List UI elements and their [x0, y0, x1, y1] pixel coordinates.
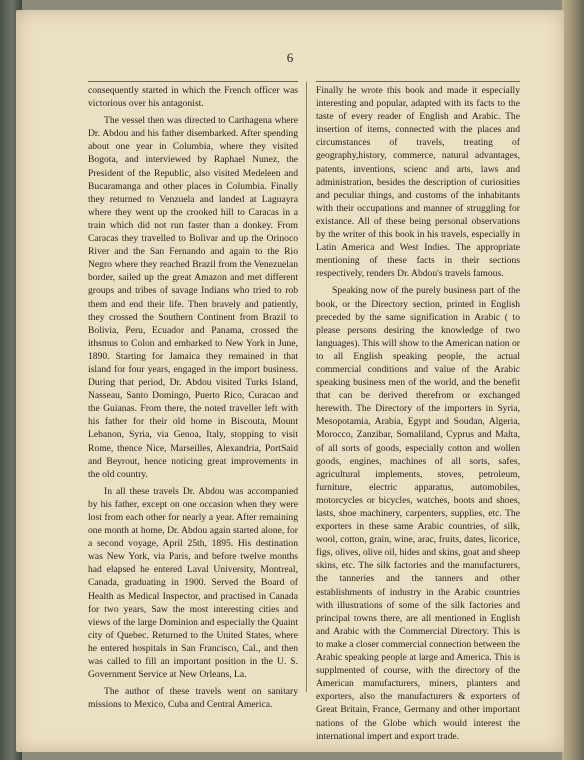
header-rule-left — [88, 81, 298, 82]
column-divider — [306, 82, 307, 692]
header-rule-right — [316, 81, 520, 82]
left-paragraph-2: The vessel then was directed to Carthagena where Dr. Abdou and his father disembarked. After spending about one year in Columbia, where they visited Bogota, and interviewed by Raphael Nunez, the President of the Republic, also visited Medeleen and Bucaramanga and other places in Columbia. Finally they returned to Venzuela and landed at Laguayra where they went up the crooked hill to Caracas in a train which did not run faster than a donkey. From Caracas they travelled to Bolivar and up the Orinoco River and the San Fernando and again to the Rio Negro where they reached Brazil from the Venezuelan border, sailed up the great Amazon and met different groups and tribes of savage Indians who tried to rob them and end their life. Then bravely and patiently, they crossed the Southern Continent from Brazil to Bolivia, Peru, Ecuador and Panama, crossed the ithsmus to Colon and embarked to New York in June, 1890. Starting for Jamaica they remained in that island for four years, engaged in the import business. During that period, Dr. Abdou visited Turks Island, Nasseau, Santo Domingo, Puerto Rico, Curacao and the Guianas. From there, the noted traveller left with his father for their old home in Biscouta, Mount Lebanon, Syria, via Genoa, Italy, stopping to visit Rome, thence Nice, Marseilles, Alexandria, PortSaid and Beyrout, hence noticing great improvements in the old country. — [88, 115, 298, 480]
left-paragraph-4: The author of these travels went on sanitary missions to Mexico, Cuba and Central America. — [88, 686, 298, 711]
book-page — [16, 10, 564, 752]
left-column — [88, 84, 298, 715]
left-paragraph-3: In all these travels Dr. Abdou was accompanied by his father, except on one occasion when they were lost from each other for nearly a year. After remaining one month at home, Dr. Abdou again started alone, for a second voyage, April 25th, 1895. His destination was New York, via Paris, and before twelve months had elapsed he entered Laval University, Montreal, Canada, graduating in 1900. Served the Board of Health as Medical Inspector, and practised in Canada for two years, Saw the most interesting cities and views of the large Dominion and especially the Quaint city of Quebec. Returned to the United States, where he entered hospitals in San Francisco, Cal., and then was called to fill an important position in the U. S. Government Service at New Orleans, La. — [88, 485, 298, 681]
left-paragraph-1: consequently started in which the French officer was victorious over his antagonist. — [88, 85, 298, 110]
right-column — [316, 84, 520, 747]
page-number: 6 — [286, 50, 294, 65]
right-paragraph-2: Speaking now of the purely business part of the book, or the Directory section, printed in English preceded by the same signification in Arabic ( to please persons desiring the knowledge of two languages). This will show to the American nation or to all English speaking people, the actual commercial conditions and value of the Arabic speaking business men of the world, and the benefit that can be derived therefrom or exchanged herewith. The Directory of the importers in Syria, Mesopotamia, Arabia, Egypt and Soudan, Algeria, Morocco, Zanzibar, Somaliland, Cyprus and Malta, of all sorts of goods, especially cotton and wollen goods, engines, machines of all sorts, safes, agricultural implements, stoves, petroleum, furniture, electric apparatus, automobiles, motorcycles or bicycles, watches, boots and shoes, lasts, shoe machinery, carpenters, supplies, etc. The exporters in these same Arabic countries, of silk, wool, cotton, grain, wine, arac, fruits, dates, licorice, figs, olives, olive oil, hides and skins, goat and sheep skins, etc. The silk factories and the manufacturers, the tanneries and the tanners and other establishments of industry in the Arabic countries with illustrations of some of the silk factories and principal towns there, are all mentioned in English and Arabic with the Commercial Directory. This is to make a closer commercial connection between the Arabic speaking people at large and America. This is supplmented of course, with the directory of the American manufacturers, miners, planters and exporters, also the manufacturers & exporters of Great Britain, France, Germany and other important nations of the Globe which would interest the international impert and export trade. — [316, 285, 520, 742]
right-paragraph-1: Finally he wrote this book and made it especially interesting and popular, adapted with its facts to the taste of every reader of English and Arabic. The insertion of items, connected with the places and circumstances of travels, treating of geography,history, commerce, natural advantages, patents, inventions, scienc and arts, laws and administration, besides the description of curiosities and peculiar things, and customs of the inhabitants with their occupations and manner of struggling for existance. All of these being personal observations by the writer of this book in his travels, especially in Latin America and West Indies. The appropriate mentioning of these facts in their sections respectively, renders Dr. Abdou's travels famous. — [316, 85, 520, 280]
page-edges — [562, 0, 584, 760]
